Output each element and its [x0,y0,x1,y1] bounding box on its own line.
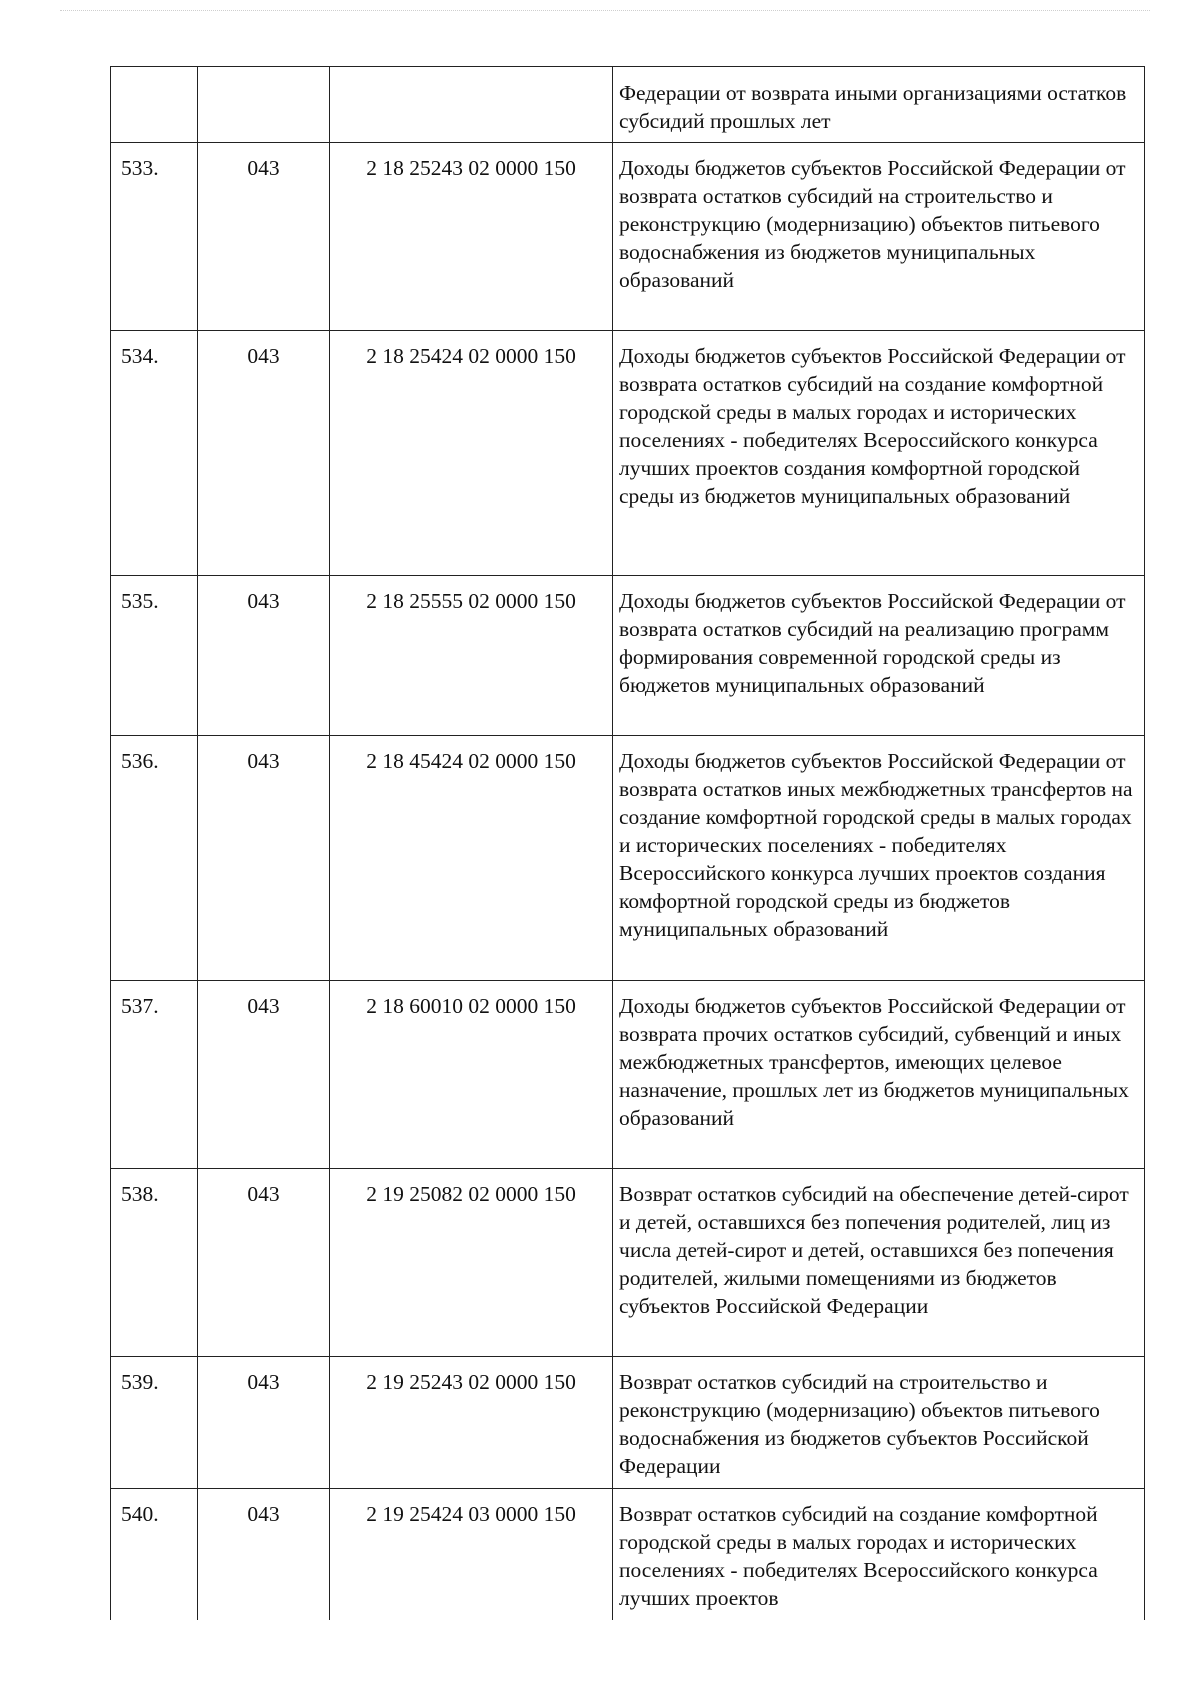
scan-artifact-line [60,10,1150,12]
table-row [111,1489,1145,1621]
row-number-cell: 540. [111,1489,198,1621]
budget-code-cell: 2 18 60010 02 0000 150 [330,981,613,1169]
description-cell: Возврат остатков субсидий на создание комфортной городской среды в малых городах и исторических поселениях - победителях Всероссийского конкурса лучших проектов [613,1489,1145,1621]
description-cell: Доходы бюджетов субъектов Российской Федерации от возврата остатков субсидий на строительство и реконструкцию (модернизацию) объектов питьевого водоснабжения из бюджетов муниципальных образований [613,143,1145,331]
description-cell: Возврат остатков субсидий на обеспечение детей-сирот и детей, оставшихся без попечения родителей, лиц из числа детей-сирот и детей, оставшихся без попечения родителей, жилыми помещениями из бюджетов субъектов Российской Федерации [613,1169,1145,1357]
budget-code-cell: 2 18 25555 02 0000 150 [330,576,613,736]
table-row [111,1357,1145,1489]
description-cell: Доходы бюджетов субъектов Российской Федерации от возврата остатков иных межбюджетных трансфертов на создание комфортной городской среды в малых городах и исторических поселениях - победителях Всероссийского конкурса лучших проектов создания комфортной городской среды из бюджетов муниципальных образований [613,736,1145,981]
table-row [111,143,1145,331]
budget-code-cell [330,67,613,143]
row-number-cell: 539. [111,1357,198,1489]
budget-code-cell: 2 19 25082 02 0000 150 [330,1169,613,1357]
row-number-cell: 537. [111,981,198,1169]
table-row [111,736,1145,981]
table-row-continuation [111,67,1145,143]
admin-code-cell: 043 [198,1357,330,1489]
admin-code-cell: 043 [198,331,330,576]
table-row [111,1169,1145,1357]
table-row [111,331,1145,576]
table-row [111,576,1145,736]
admin-code-cell: 043 [198,1169,330,1357]
admin-code-cell: 043 [198,576,330,736]
admin-code-cell: 043 [198,1489,330,1621]
admin-code-cell: 043 [198,981,330,1169]
description-cell: Доходы бюджетов субъектов Российской Федерации от возврата остатков субсидий на реализацию программ формирования современной городской среды из бюджетов муниципальных образований [613,576,1145,736]
table-row [111,981,1145,1169]
description-cell: Возврат остатков субсидий на строительство и реконструкцию (модернизацию) объектов питьевого водоснабжения из бюджетов субъектов Российской Федерации [613,1357,1145,1489]
admin-code-cell: 043 [198,736,330,981]
budget-code-cell: 2 19 25243 02 0000 150 [330,1357,613,1489]
row-number-cell: 536. [111,736,198,981]
row-number-cell: 533. [111,143,198,331]
admin-code-cell: 043 [198,143,330,331]
budget-code-cell: 2 18 45424 02 0000 150 [330,736,613,981]
row-number-cell [111,67,198,143]
row-number-cell: 535. [111,576,198,736]
budget-codes-table [110,66,1145,1620]
description-cell: Доходы бюджетов субъектов Российской Федерации от возврата прочих остатков субсидий, субвенций и иных межбюджетных трансфертов, имеющих целевое назначение, прошлых лет из бюджетов муниципальных образований [613,981,1145,1169]
budget-code-cell: 2 18 25243 02 0000 150 [330,143,613,331]
row-number-cell: 534. [111,331,198,576]
admin-code-cell [198,67,330,143]
budget-code-cell: 2 19 25424 03 0000 150 [330,1489,613,1621]
description-cell: Доходы бюджетов субъектов Российской Федерации от возврата остатков субсидий на создание комфортной городской среды в малых городах и исторических поселениях - победителях Всероссийского конкурса лучших проектов создания комфортной городской среды из бюджетов муниципальных образований [613,331,1145,576]
budget-code-cell: 2 18 25424 02 0000 150 [330,331,613,576]
description-cell: Федерации от возврата иными организациями остатков субсидий прошлых лет [613,67,1145,143]
row-number-cell: 538. [111,1169,198,1357]
